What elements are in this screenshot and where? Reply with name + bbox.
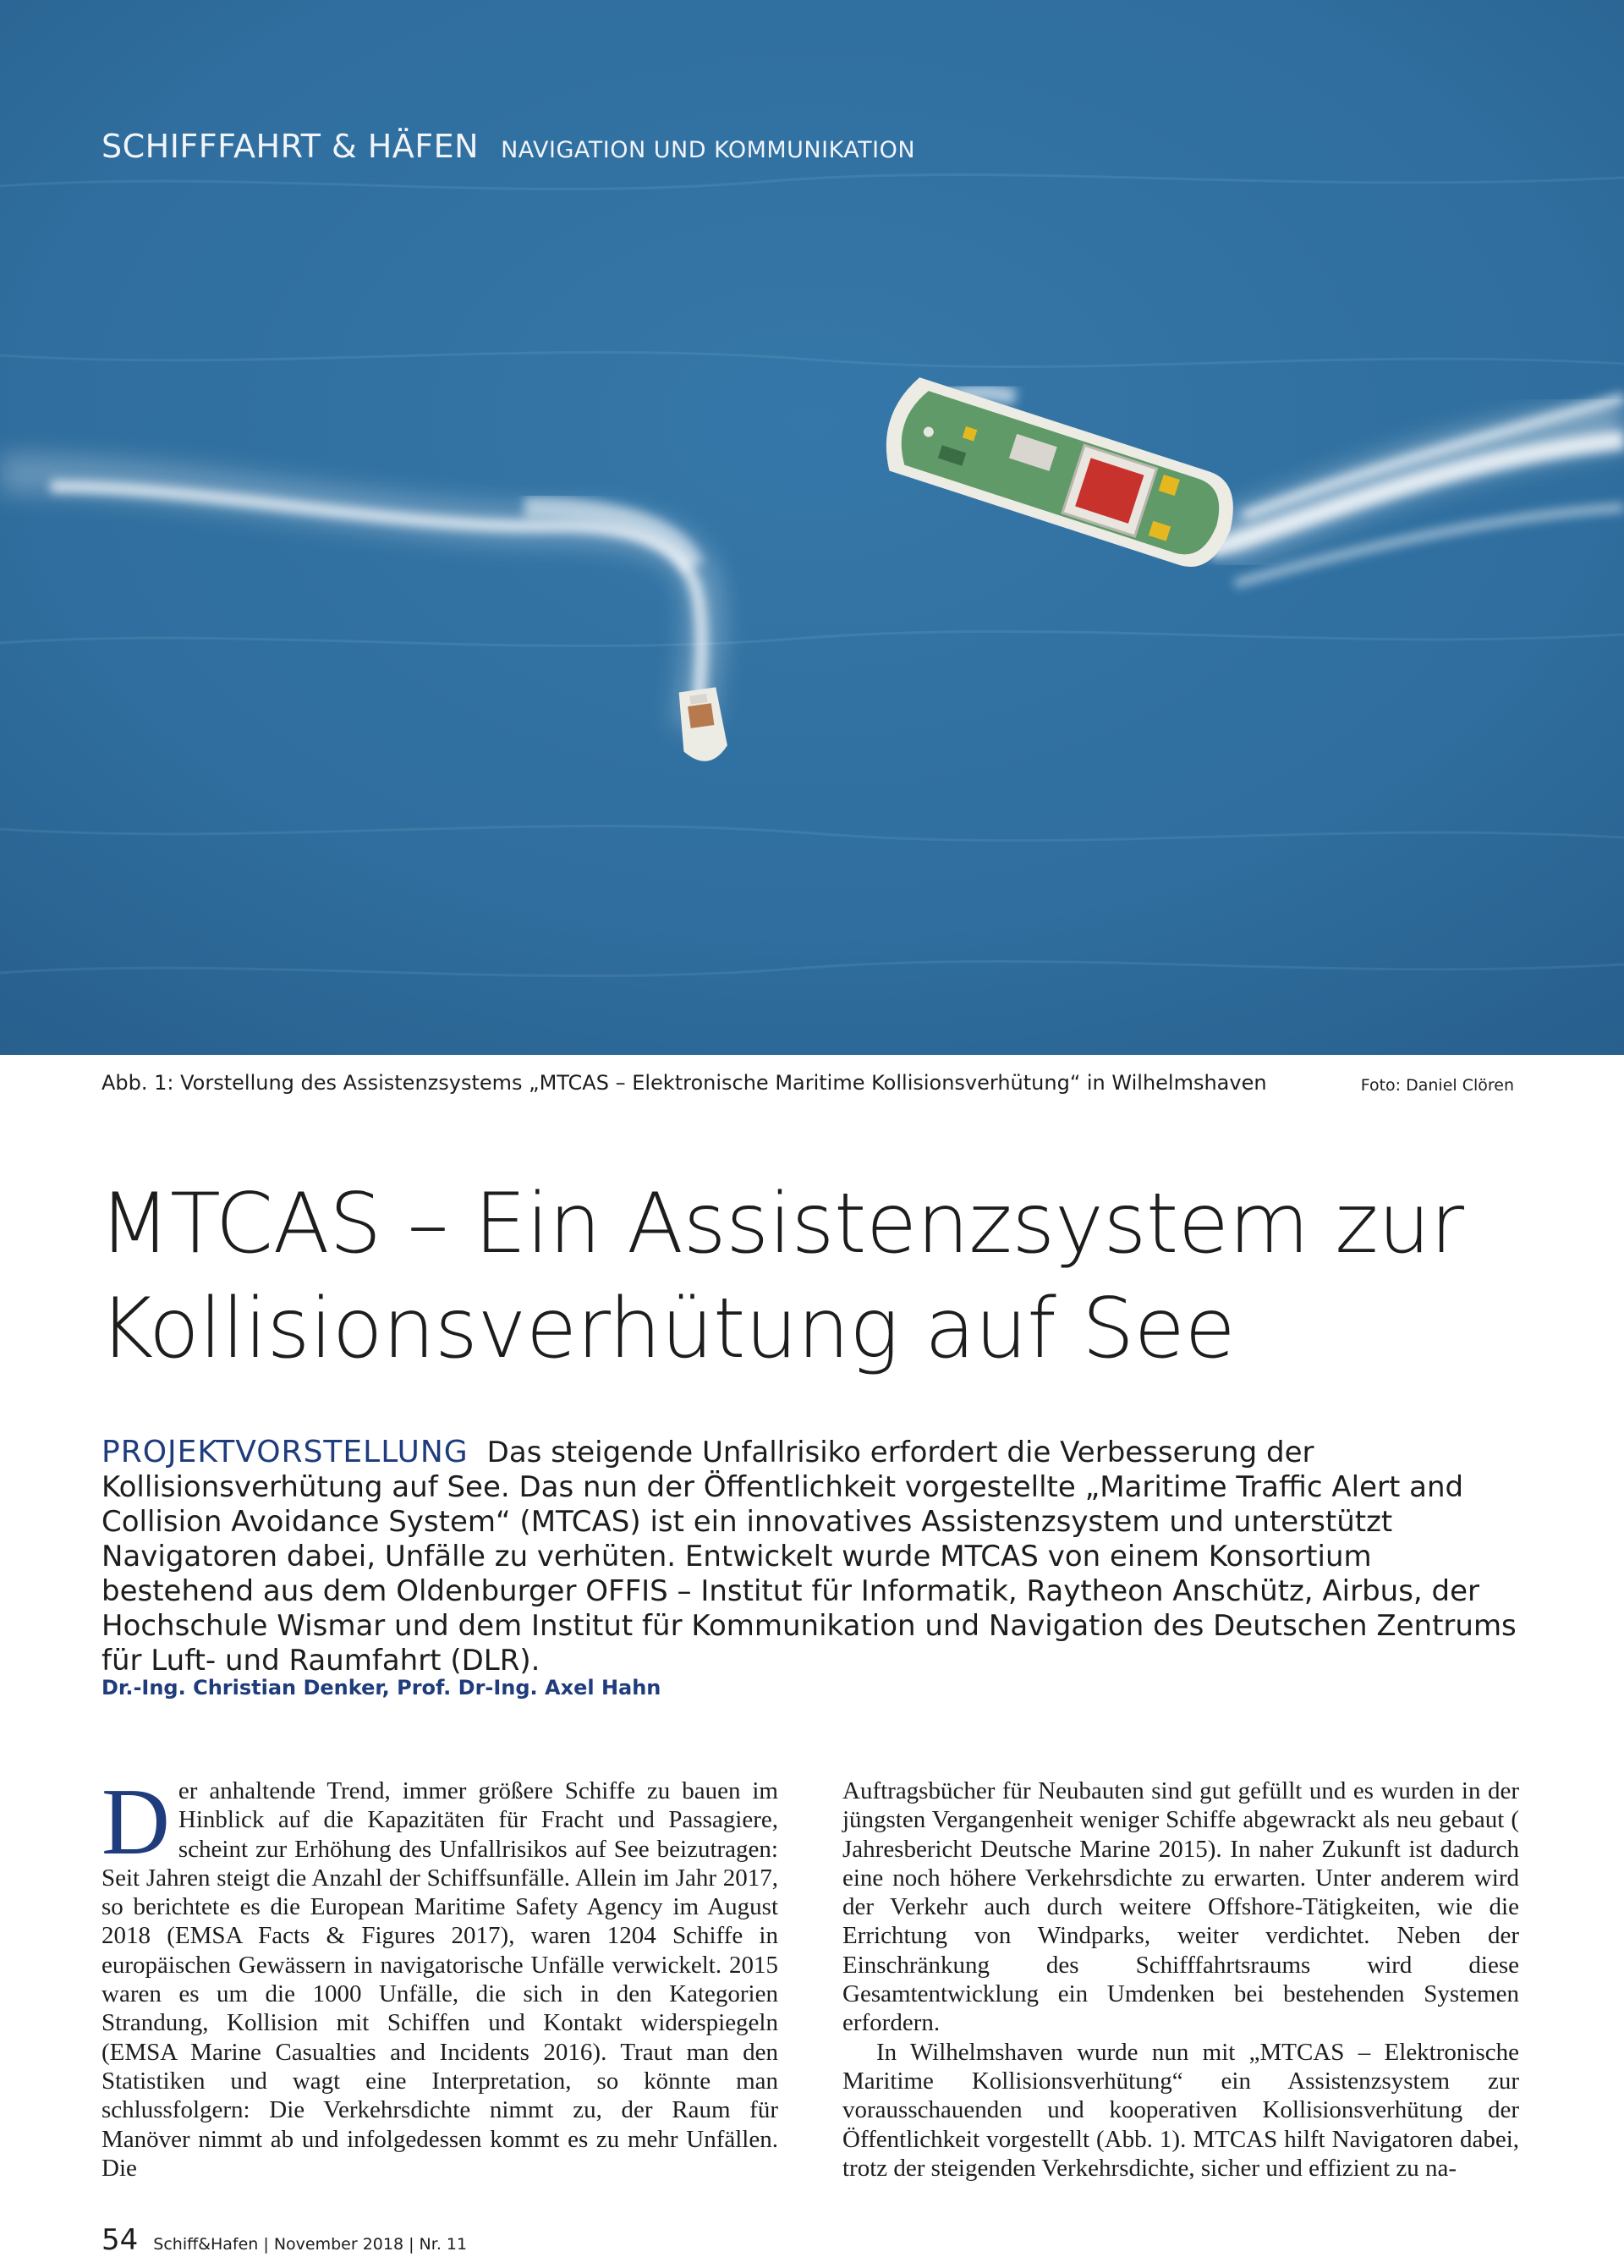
article-lead: [102, 1435, 1522, 1678]
section-header: [102, 128, 915, 165]
page-number: 54: [102, 2223, 139, 2257]
figure-caption: Abb. 1: Vorstellung des Assistenzsystems „MTCAS – Elektronische Maritime Kollisionsverhütung“ in Wilhelmshaven: [102, 1071, 1267, 1095]
page-footer: [102, 2223, 467, 2257]
article-title-line-1: MTCAS – Ein Assistenzsystem zur: [99, 1176, 1464, 1272]
body-column-right: [842, 1777, 1519, 2183]
body-paragraph: [102, 1770, 778, 2183]
body-paragraph: Auftragsbücher für Neubauten sind gut gefüllt und es wurden in der jüngsten Vergangenheit weniger Schiffe abgewrackt als neu gebaut ( Jahresbericht Deutsche Marine 2015). In naher Zukunft ist dadurch eine noch höhere Verkehrsdichte zu erwarten. Unter anderem wird der Verkehr auch durch weitere Offshore-Tätigkeiten, wie die Errichtung von Windparks, weiter verdichtet. Neben der Einschränkung des Schifffahrtsraums wird diese Gesamtentwicklung ein Umdenken bei bestehenden Systemen erfordern.: [842, 1777, 1519, 2037]
body-paragraph-text: er anhaltende Trend, immer größere Schiffe zu bauen im Hinblick auf die Kapazitäten für Fracht und Passagiere, scheint zur Erhöhung des Unfallrisikos auf See beizutragen: Seit Jahren steigt die Anzahl der Schiffsunfälle. Allein im Jahr 2017, so berichtete es die European Maritime Safety Agency im August 2018 (EMSA Facts & Figures 2017), waren 1204 Schiffe in europäischen Gewässern in navigatorische Unfälle verwickelt. 2015 waren es um die 1000 Unfälle, die sich in den Kategorien Strandung, Kollision mit Schiffen und Kontakt widerspiegeln (EMSA Marine Casualties and Incidents 2016). Traut man den Statistiken und wagt eine Interpretation, so könnte man schlussfolgern: Die Verkehrsdichte nimmt zu, der Raum für Manöver nimmt ab und infolgedessen kommt es zu mehr Unfällen. Die: [102, 1777, 778, 2182]
subsection-title: NAVIGATION UND KOMMUNIKATION: [501, 137, 916, 163]
body-column-left: [102, 1770, 778, 2183]
body-paragraph: In Wilhelmshaven wurde nun mit „MTCAS – Elektronische Maritime Kollisionsverhütung“ ein Assistenzsystem zur vorausschauenden und kooperativen Kollisionsverhütung der Öffentlichkeit vorgestellt (Abb. 1). MTCAS hilft Navigatoren dabei, trotz der steigenden Verkehrsdichte, sicher und effizient zu na-: [842, 2038, 1519, 2182]
lead-text: Das steigende Unfallrisiko erfordert die Verbesserung der Kollisionsverhütung auf See. Das nun der Öffentlichkeit vorgestellte „Maritime Traffic Alert and Collision Avoidance System“ (MTCAS) ist ein innovatives Assistenzsystem und unterstützt Navigatoren dabei, Unfälle zu verhüten. Entwickelt wurde MTCAS von einem Konsortium bestehend aus dem Oldenburger OFFIS – Institut für Informatik, Raytheon Anschütz, Airbus, der Hochschule Wismar und dem Institut für Kommunikation und Navigation des Deutschen Zentrums für Luft- und Raumfahrt (DLR).: [102, 1436, 1517, 1678]
section-title: SCHIFFFAHRT & HÄFEN: [102, 128, 480, 165]
footer-meta: Schiff&Hafen | November 2018 | Nr. 11: [153, 2235, 468, 2254]
drop-cap: D: [102, 1770, 170, 1875]
photo-credit: Foto: Daniel Clören: [1360, 1076, 1514, 1095]
article-title: [99, 1172, 1554, 1381]
article-authors: Dr.-Ing. Christian Denker, Prof. Dr-Ing. Axel Hahn: [102, 1676, 661, 1700]
lead-kicker: PROJEKTVORSTELLUNG: [102, 1435, 469, 1469]
article-title-line-2: Kollisionsverhütung auf See: [99, 1281, 1236, 1377]
